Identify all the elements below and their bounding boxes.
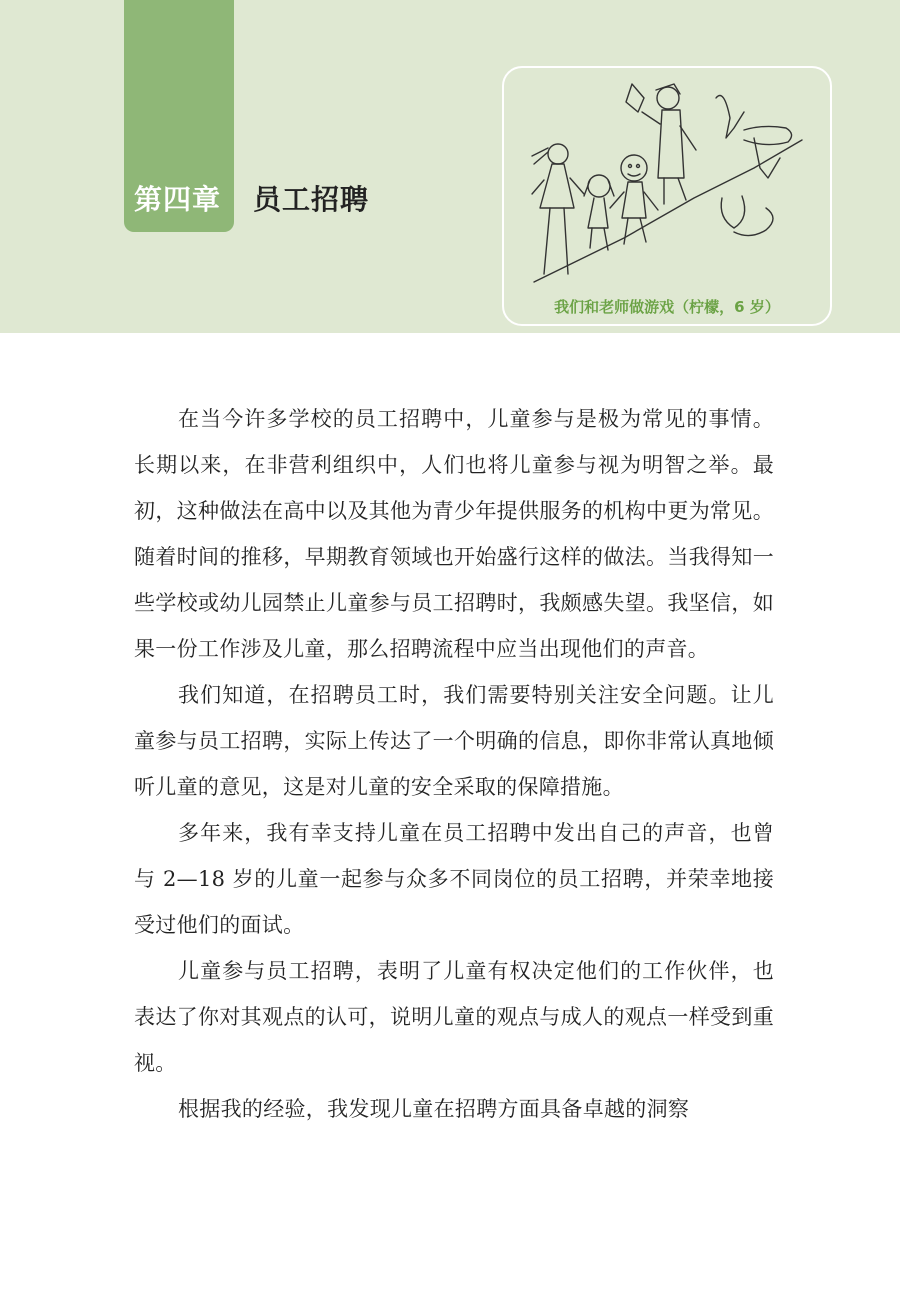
chapter-number: 第四章: [134, 183, 222, 216]
paragraph: 根据我的经验，我发现儿童在招聘方面具备卓越的洞察: [178, 1097, 690, 1121]
paragraph: 我们知道，在招聘员工时，我们需要特别关注安全问题。让儿童参与员工招聘，实际上传达了一个明确的信息，即你非常认真地倾听儿童的意见，这是对儿童的安全采取的保障措施。: [134, 683, 774, 799]
paragraph: 在当今许多学校的员工招聘中，儿童参与是极为常见的事情。长期以来，在非营利组织中，人们也将儿童参与视为明智之举。最初，这种做法在高中以及其他为青少年提供服务的机构中更为常见。随着时间的推移，早期教育领域也开始盛行这样的做法。当我得知一些学校或幼儿园禁止儿童参与员工招聘时，我颇感失望。我坚信，如果一份工作涉及儿童，那么招聘流程中应当出现他们的声音。: [134, 407, 774, 661]
chapter-title: 员工招聘: [253, 183, 370, 216]
illustration-caption: 我们和老师做游戏（柠檬，6 岁）: [554, 298, 780, 316]
paragraph: 多年来，我有幸支持儿童在员工招聘中发出自己的声音，也曾与 2—18 岁的儿童一起参与众多不同岗位的员工招聘，并荣幸地接受过他们的面试。: [134, 821, 774, 937]
child-drawing-card: [502, 66, 832, 326]
paragraph: 儿童参与员工招聘，表明了儿童有权决定他们的工作伙伴，也表达了你对其观点的认可，说明儿童的观点与成人的观点一样受到重视。: [134, 959, 774, 1075]
body-text: [134, 396, 774, 1132]
child-drawing-illustration: [504, 68, 830, 293]
